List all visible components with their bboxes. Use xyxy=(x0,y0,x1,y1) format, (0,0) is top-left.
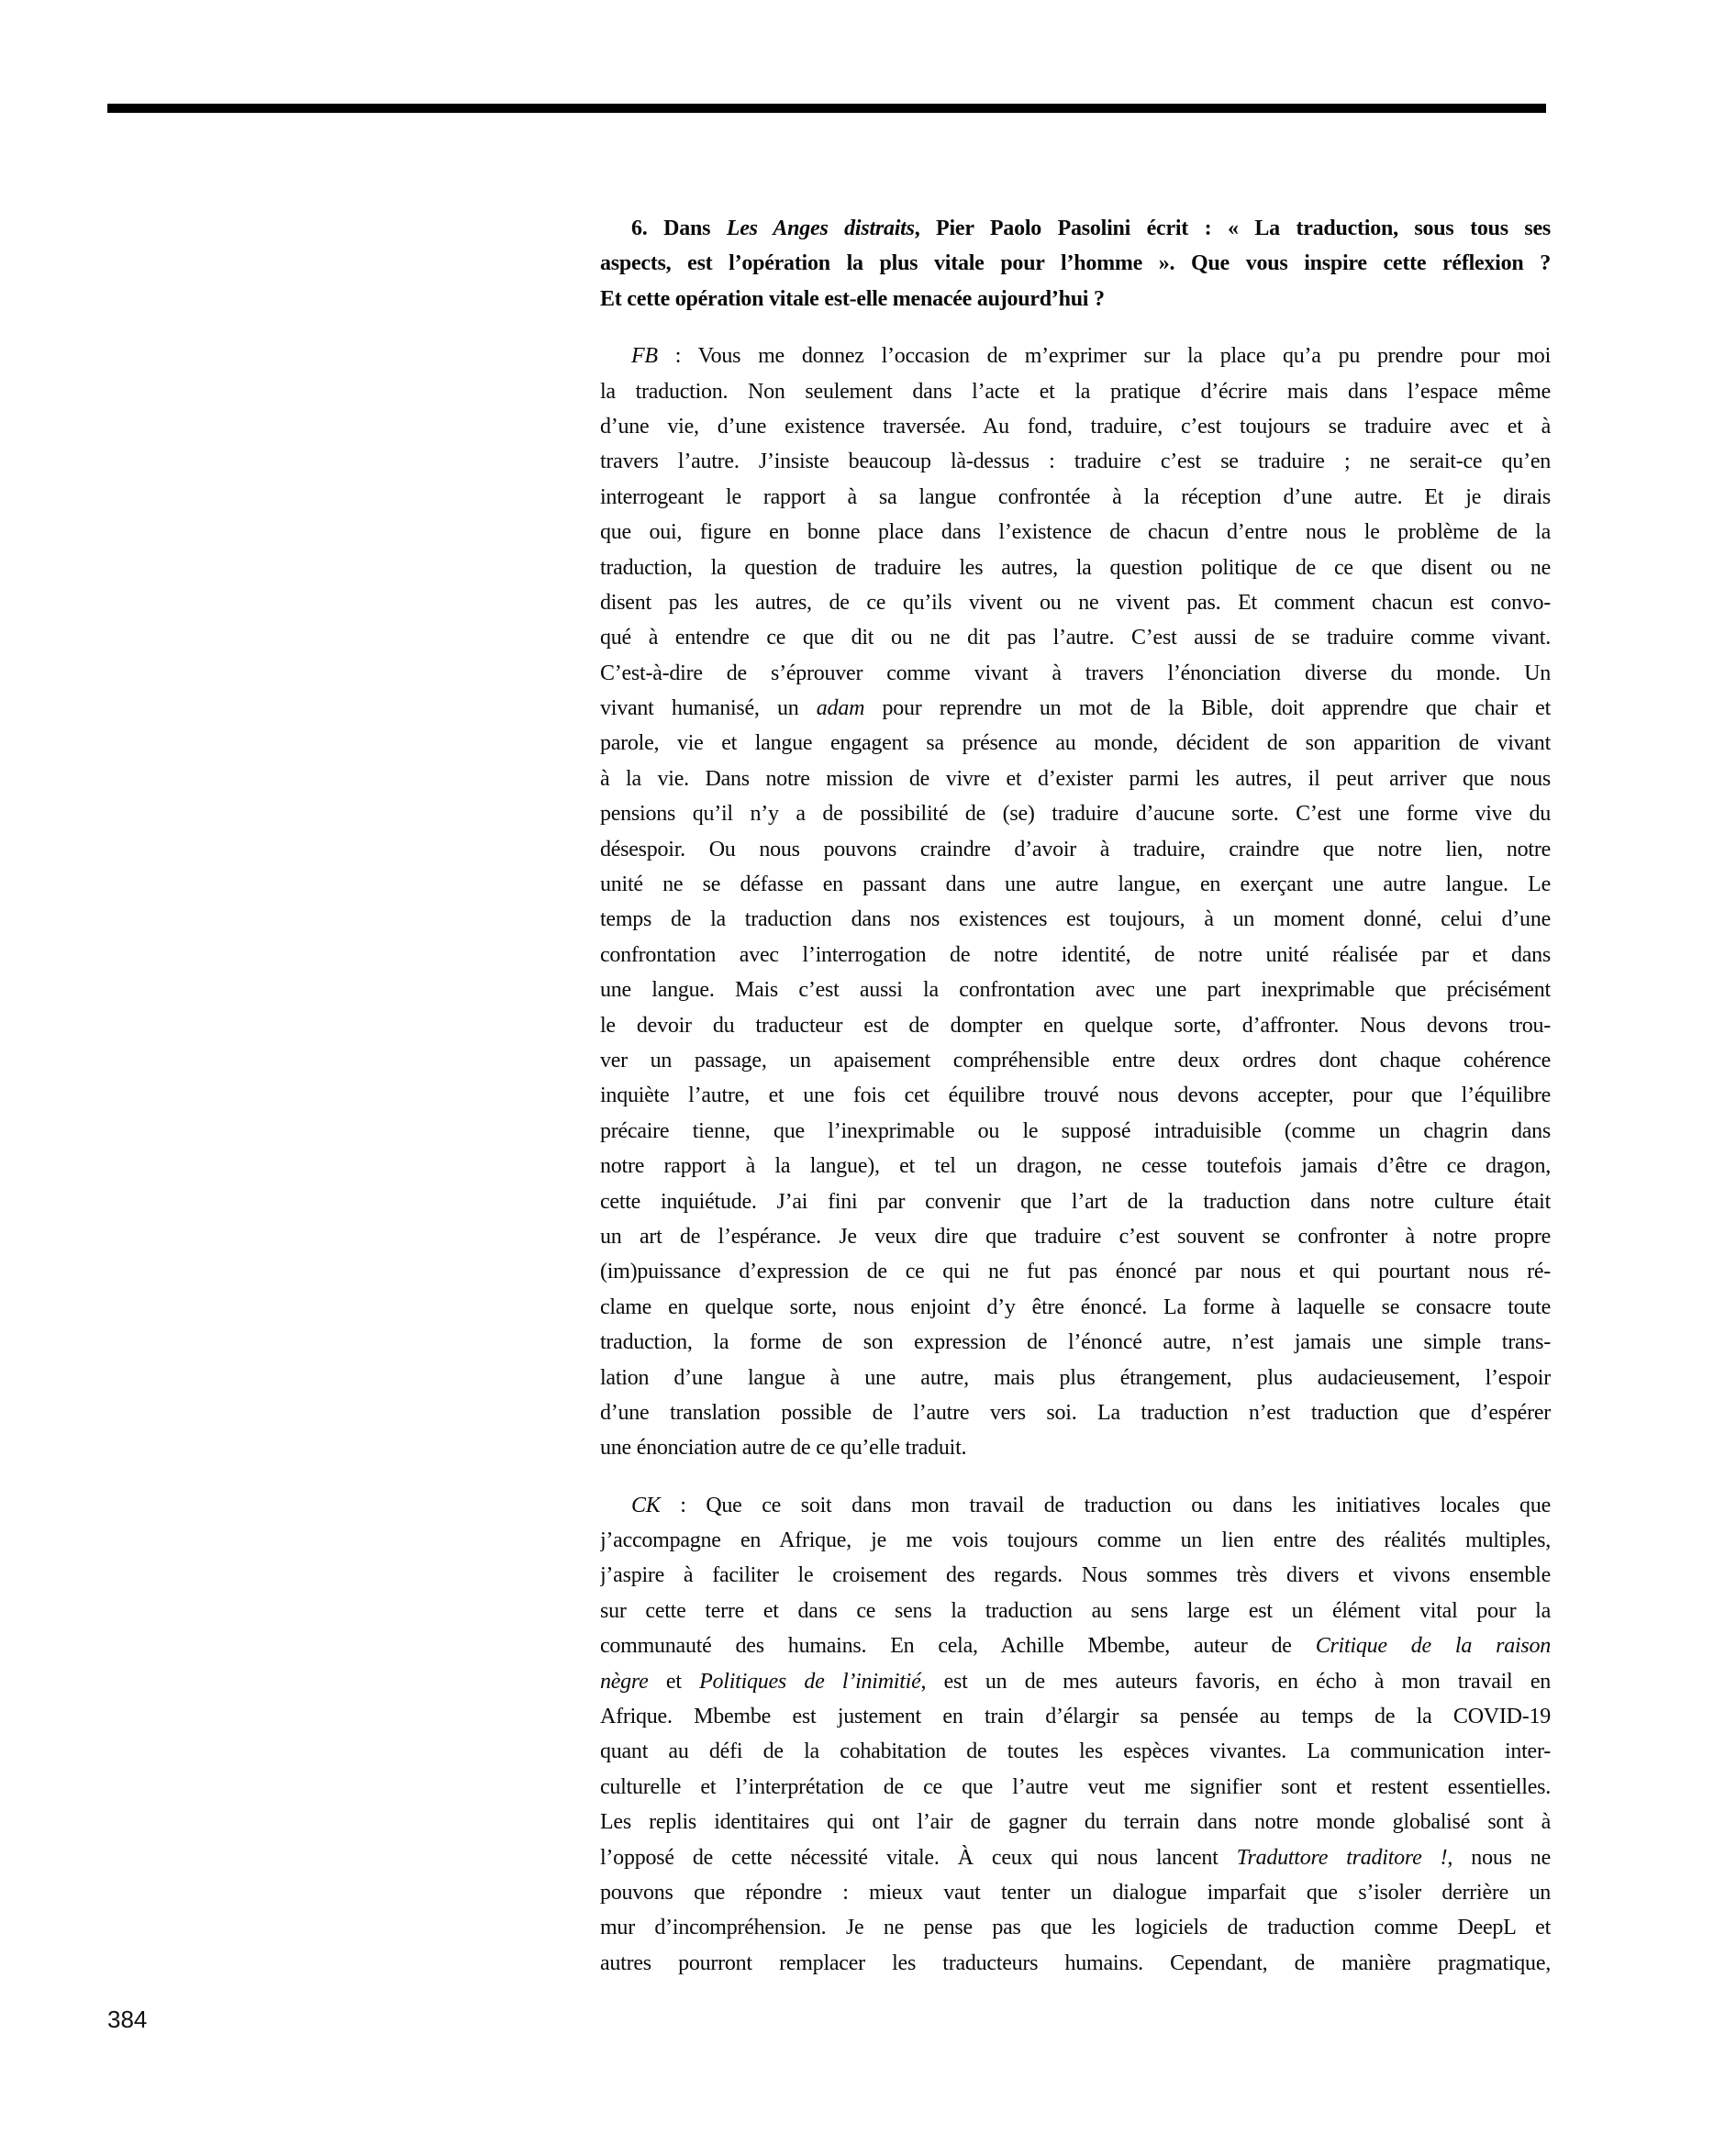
text-line xyxy=(600,1008,1551,1043)
text-line xyxy=(600,1043,1551,1078)
text-segment: communauté des humains. En cela, Achille Mbembe, auteur de xyxy=(600,1634,1316,1659)
text-segment: 6. Dans xyxy=(631,217,727,240)
text-segment: autres pourront remplacer les traducteurs humains. Cependant, de manière pragmatique, xyxy=(600,1950,1551,1975)
text-segment: d’une translation possible de l’autre vers soi. La traduction n’est traduction que d’espérer xyxy=(600,1400,1551,1425)
text-segment: cette inquiétude. J’ai fini par convenir que l’art de la traduction dans notre culture était xyxy=(600,1189,1551,1214)
text-segment: aspects, est l’opération la plus vitale pour l’homme ». Que vous inspire cette réflexion ? xyxy=(600,251,1551,276)
text-segment: temps de la traduction dans nos existences est toujours, à un moment donné, celui d’une xyxy=(600,907,1551,932)
text-segment: traduction, la forme de son expression de l’énoncé autre, n’est jamais une simple trans- xyxy=(600,1330,1551,1355)
text-segment: l’opposé de cette nécessité vitale. À ceux qui nous lancent xyxy=(600,1845,1237,1870)
text-segment: à la vie. Dans notre mission de vivre et d’exister parmi les autres, il peut arriver que nous xyxy=(600,766,1551,791)
text-segment: pensions qu’il n’y a de possibilité de (se) traduire d’aucune sorte. C’est une forme vive du xyxy=(600,802,1551,827)
text-line xyxy=(600,211,1551,246)
text-line xyxy=(600,1770,1551,1805)
text-line xyxy=(600,972,1551,1007)
text-segment: une langue. Mais c’est aussi la confrontation avec une part inexprimable que précisément xyxy=(600,978,1551,1003)
text-line xyxy=(600,867,1551,902)
text-segment: qué à entendre ce que dit ou ne dit pas l’autre. C’est aussi de se traduire comme vivant. xyxy=(600,626,1551,650)
text-line xyxy=(600,1558,1551,1593)
text-line xyxy=(600,1430,1551,1465)
text-line xyxy=(600,1488,1551,1523)
text-segment: C’est-à-dire de s’éprouver comme vivant à travers l’énonciation diverse du monde. Un xyxy=(600,661,1551,685)
text-line xyxy=(600,1734,1551,1769)
text-line xyxy=(600,1628,1551,1663)
text-line xyxy=(600,796,1551,831)
text-segment: Les replis identitaires qui ont l’air de gagner du terrain dans notre monde globalisé sont à xyxy=(600,1810,1551,1835)
text-segment: travers l’autre. J’insiste beaucoup là-dessus : traduire c’est se traduire ; ne serait-ce qu’en xyxy=(600,450,1551,474)
text-line xyxy=(600,339,1551,373)
header-rule xyxy=(107,104,1546,113)
question-paragraph xyxy=(600,211,1551,317)
text-line xyxy=(600,1219,1551,1254)
text-line xyxy=(600,1290,1551,1325)
text-line xyxy=(600,1594,1551,1628)
text-segment: clame en quelque sorte, nous enjoint d’y être énoncé. La forme à laquelle se consacre toute xyxy=(600,1295,1551,1319)
text-line xyxy=(600,585,1551,620)
text-segment: et xyxy=(648,1669,700,1694)
text-line xyxy=(600,938,1551,972)
text-line xyxy=(600,1078,1551,1113)
text-segment: notre rapport à la langue), et tel un dragon, ne cesse toutefois jamais d’être ce dragon, xyxy=(600,1154,1551,1179)
text-segment: unité ne se défasse en passant dans une autre langue, en exerçant une autre langue. Le xyxy=(600,872,1551,897)
page-number: 384 xyxy=(107,2006,148,2033)
text-segment: Afrique. Mbembe est justement en train d’élargir sa pensée au temps de la COVID-19 xyxy=(600,1705,1551,1729)
italic-text-segment: Traduttore traditore ! xyxy=(1236,1845,1448,1870)
text-line xyxy=(600,246,1551,281)
text-line xyxy=(600,515,1551,550)
text-line xyxy=(600,1184,1551,1219)
answer-fb-paragraph xyxy=(600,339,1551,1466)
text-line xyxy=(600,1875,1551,1910)
text-line xyxy=(600,620,1551,655)
text-column xyxy=(600,211,1551,1981)
text-segment: la traduction. Non seulement dans l’acte et la pratique d’écrire mais dans l’espace même xyxy=(600,379,1551,404)
text-segment: désespoir. Ou nous pouvons craindre d’avoir à traduire, craindre que notre lien, notre xyxy=(600,837,1551,861)
text-line xyxy=(600,1149,1551,1184)
text-line xyxy=(600,1910,1551,1945)
text-segment: mur d’incompréhension. Je ne pense pas que les logiciels de traduction comme DeepL et xyxy=(600,1916,1551,1940)
text-line xyxy=(600,1325,1551,1360)
text-segment: Et cette opération vitale est-elle menacée aujourd’hui ? xyxy=(600,286,1105,311)
text-line xyxy=(600,1523,1551,1558)
text-line xyxy=(600,656,1551,691)
text-segment: (im)puissance d’expression de ce qui ne fut pas énoncé par nous et qui pourtant nous ré- xyxy=(600,1260,1551,1284)
text-segment: confrontation avec l’interrogation de notre identité, de notre unité réalisée par et dans xyxy=(600,942,1551,967)
answer-ck-paragraph xyxy=(600,1488,1551,1981)
text-segment: , Pier Paolo Pasolini écrit : « La traduction, sous tous ses xyxy=(914,217,1551,240)
text-segment: inquiète l’autre, et une fois cet équilibre trouvé nous devons accepter, pour que l’équilibre xyxy=(600,1084,1551,1108)
text-segment: sur cette terre et dans ce sens la traduction au sens large est un élément vital pour la xyxy=(600,1598,1551,1623)
text-line xyxy=(600,832,1551,867)
text-line xyxy=(600,1254,1551,1289)
text-line xyxy=(600,1664,1551,1699)
text-line xyxy=(600,444,1551,479)
text-line xyxy=(600,1361,1551,1395)
text-segment: d’une vie, d’une existence traversée. Au fond, traduire, c’est toujours se traduire avec et à xyxy=(600,414,1551,439)
text-segment: : Vous me donnez l’occasion de m’exprimer sur la place qu’a pu prendre pour moi xyxy=(657,344,1551,369)
text-segment: une énonciation autre de ce qu’elle traduit. xyxy=(600,1436,967,1461)
italic-text-segment: FB xyxy=(631,344,658,369)
text-segment: le devoir du traducteur est de dompter en quelque sorte, d’affronter. Nous devons trou- xyxy=(600,1013,1551,1038)
text-line xyxy=(600,1699,1551,1734)
text-line xyxy=(600,691,1551,726)
text-line xyxy=(600,374,1551,409)
text-line xyxy=(600,282,1551,317)
italic-text-segment: CK xyxy=(631,1493,661,1517)
text-segment: interrogeant le rapport à sa langue confrontée à la réception d’une autre. Et je dirais xyxy=(600,484,1551,509)
text-line xyxy=(600,550,1551,585)
text-line xyxy=(600,480,1551,515)
text-segment: : Que ce soit dans mon travail de traduction ou dans les initiatives locales que xyxy=(660,1493,1551,1517)
text-segment: traduction, la question de traduire les autres, la question politique de ce que disent ou ne xyxy=(600,555,1551,580)
text-line xyxy=(600,1805,1551,1839)
text-line xyxy=(600,761,1551,796)
text-segment: quant au défi de la cohabitation de toutes les espèces vivantes. La communication inter- xyxy=(600,1739,1551,1764)
text-segment: pour reprendre un mot de la Bible, doit apprendre que chair et xyxy=(864,696,1551,721)
text-line xyxy=(600,1840,1551,1875)
text-segment: j’accompagne en Afrique, je me vois toujours comme un lien entre des réalités multiples, xyxy=(600,1528,1551,1553)
text-segment: disent pas les autres, de ce qu’ils vivent ou ne vivent pas. Et comment chacun est convo- xyxy=(600,590,1551,615)
text-line xyxy=(600,409,1551,444)
text-segment: ver un passage, un apaisement compréhensible entre deux ordres dont chaque cohérence xyxy=(600,1048,1551,1072)
italic-text-segment: nègre xyxy=(600,1669,649,1694)
text-segment: pouvons que répondre : mieux vaut tenter un dialogue imparfait que s’isoler derrière un xyxy=(600,1880,1551,1905)
text-segment: que oui, figure en bonne place dans l’existence de chacun d’entre nous le problème de la xyxy=(600,520,1551,545)
text-segment: culturelle et l’interprétation de ce que l’autre veut me signifier sont et restent essentielles. xyxy=(600,1774,1551,1799)
text-segment: vivant humanisé, un xyxy=(600,696,817,721)
italic-text-segment: Politiques de l’inimitié xyxy=(699,1669,921,1694)
italic-text-segment: Les Anges distraits xyxy=(726,217,915,240)
text-line xyxy=(600,726,1551,761)
text-segment: j’aspire à faciliter le croisement des regards. Nous sommes très divers et vivons ensemble xyxy=(600,1563,1551,1588)
text-segment: précaire tienne, que l’inexprimable ou le supposé intraduisible (comme un chagrin dans xyxy=(600,1118,1551,1143)
text-line xyxy=(600,1395,1551,1430)
text-segment: un art de l’espérance. Je veux dire que traduire c’est souvent se confronter à notre propre xyxy=(600,1224,1551,1249)
text-segment: , est un de mes auteurs favoris, en écho à mon travail en xyxy=(920,1669,1551,1694)
text-segment: lation d’une langue à une autre, mais plus étrangement, plus audacieusement, l’espoir xyxy=(600,1365,1551,1390)
text-line xyxy=(600,902,1551,937)
text-line xyxy=(600,1114,1551,1149)
italic-text-segment: adam xyxy=(816,696,865,721)
text-line xyxy=(600,1946,1551,1981)
text-segment: , nous ne xyxy=(1447,1845,1551,1870)
italic-text-segment: Critique de la raison xyxy=(1315,1634,1551,1659)
text-segment: parole, vie et langue engagent sa présence au monde, décident de son apparition de vivant xyxy=(600,731,1551,756)
